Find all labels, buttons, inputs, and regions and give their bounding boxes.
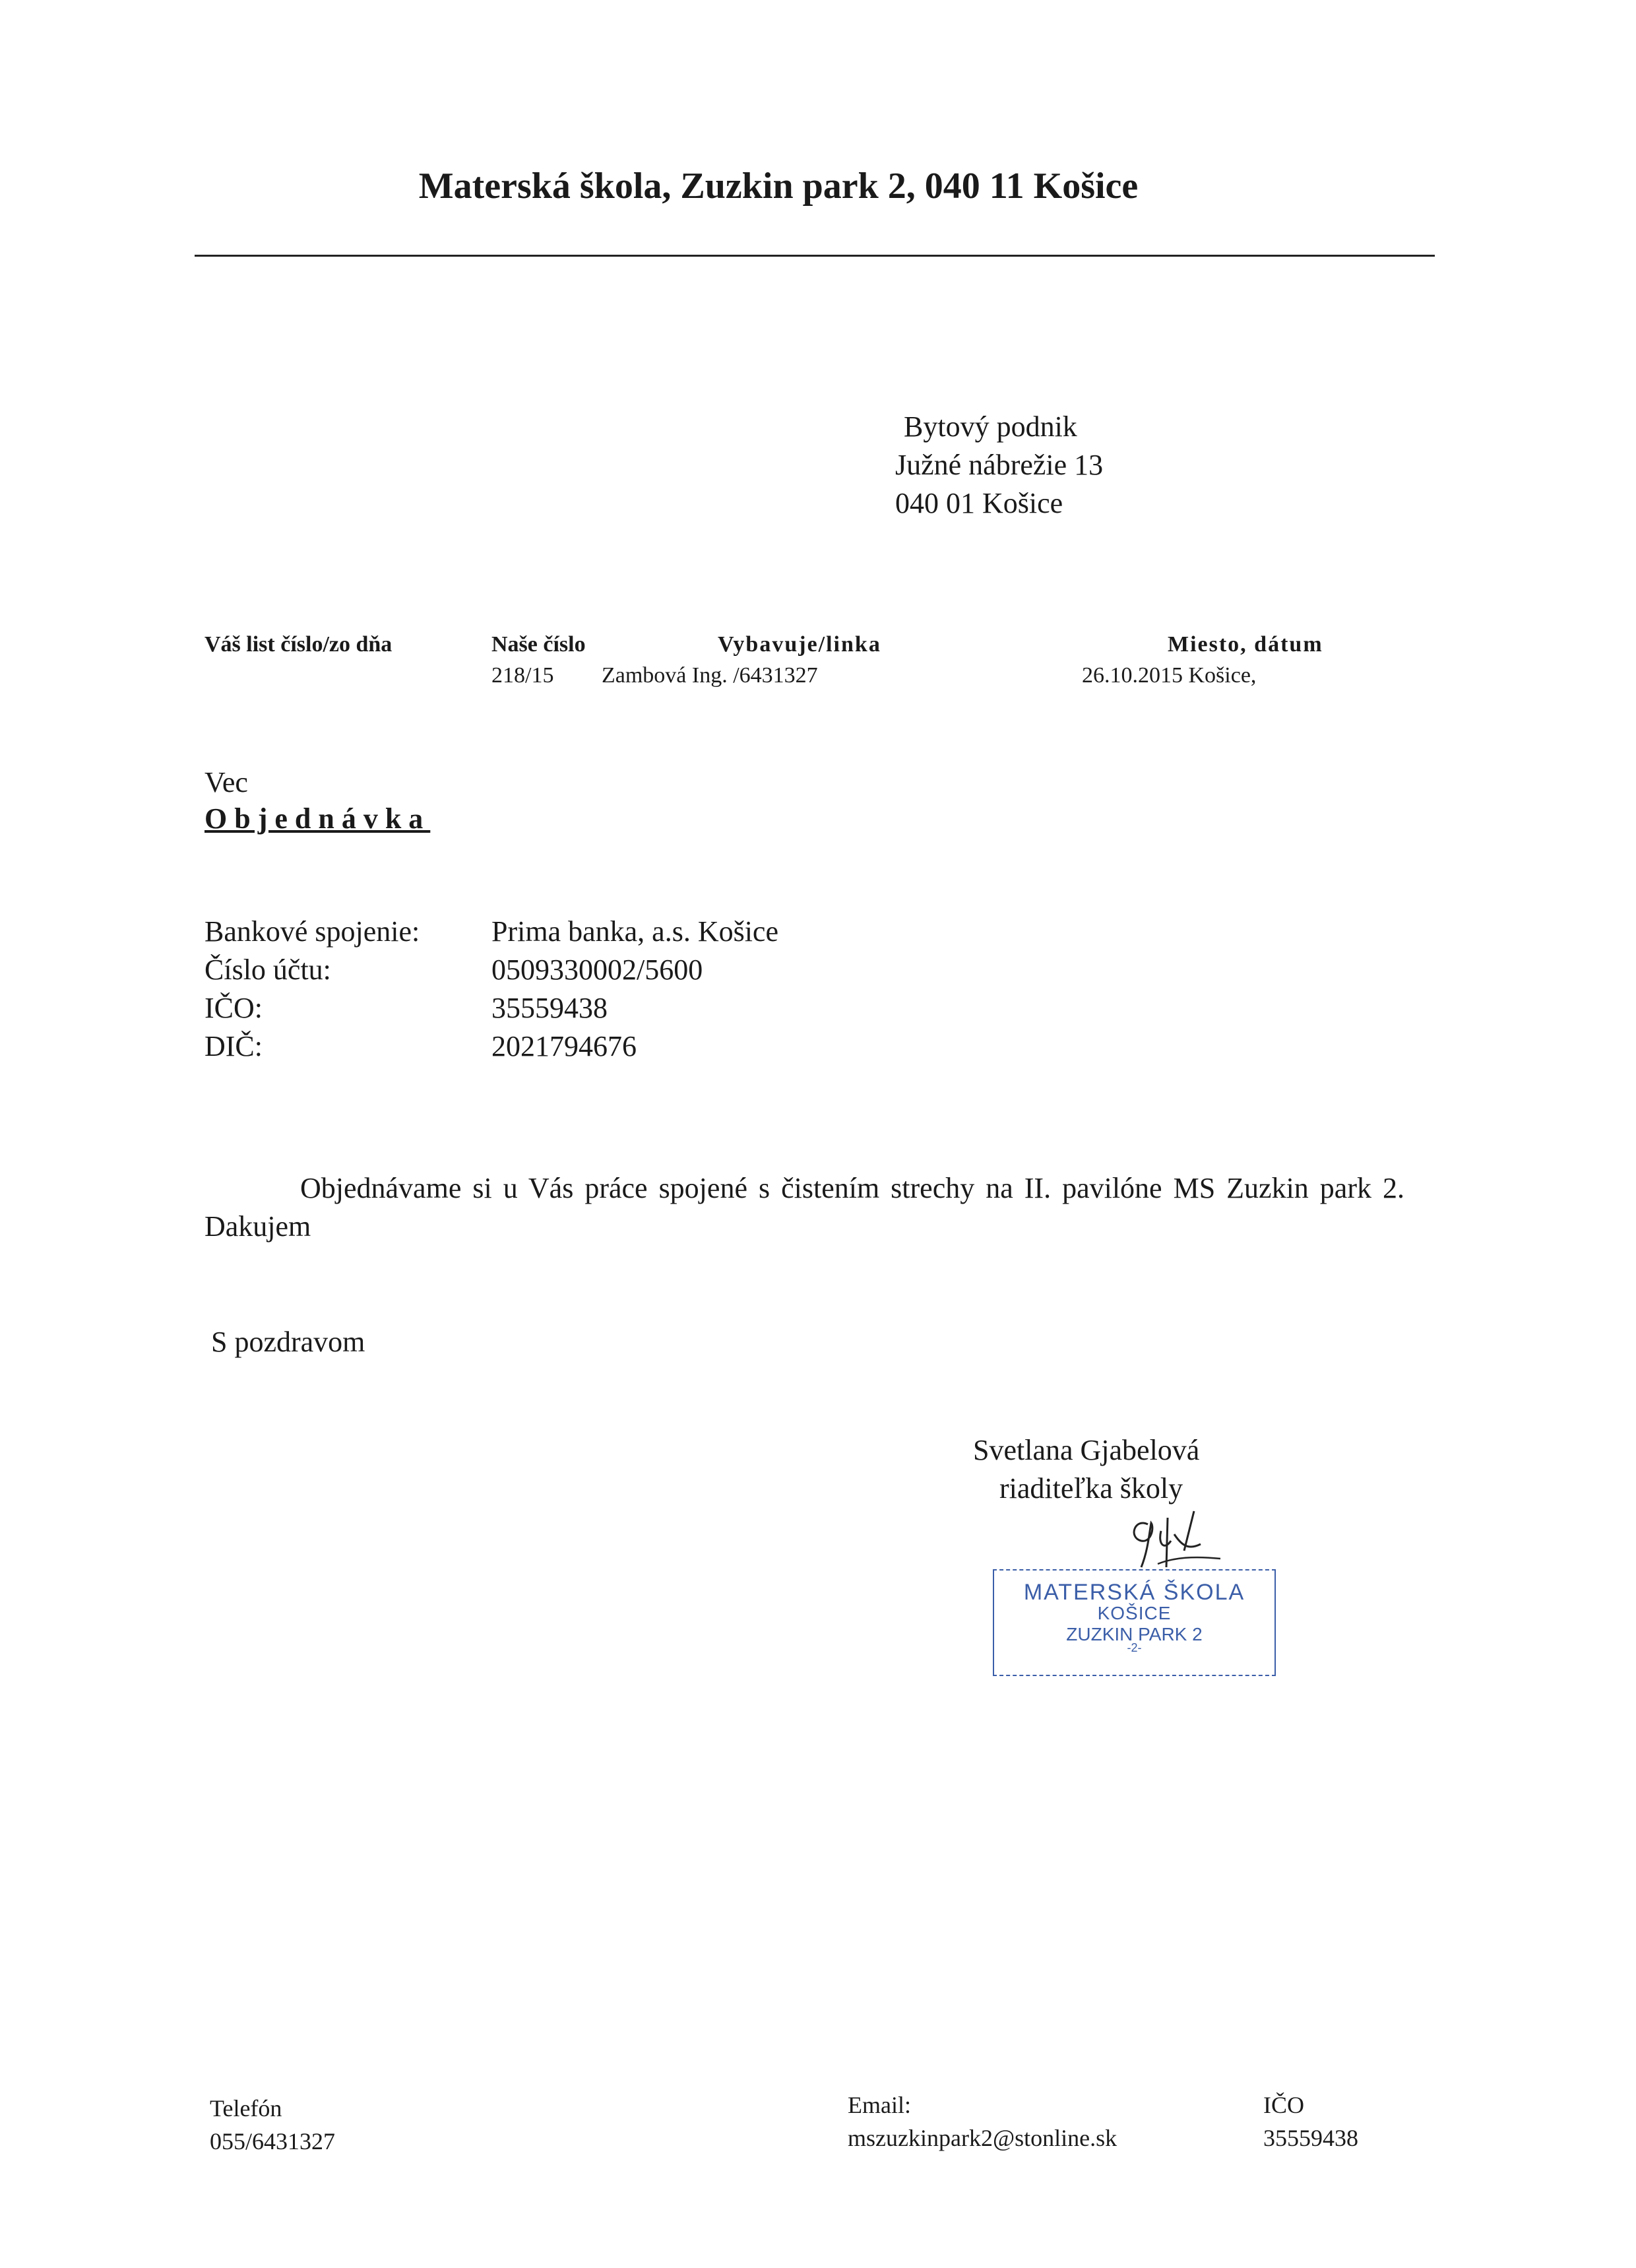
body-paragraph: Objednávame si u Vás práce spojené s čistením strechy na II. pavilóne MS Zuzkin park 2. (300, 1172, 1404, 1204)
dic-label: DIČ: (204, 1030, 263, 1062)
addressee-line: Južné nábrežie 13 (895, 449, 1104, 481)
signatory-name: Svetlana Gjabelová (973, 1434, 1200, 1466)
ico-value: 35559438 (491, 992, 608, 1024)
letterhead-rule (195, 255, 1435, 257)
account-value: 0509330002/5600 (491, 954, 703, 986)
addressee-line: Bytový podnik (904, 410, 1077, 443)
dic-value: 2021794676 (491, 1030, 637, 1062)
our-number-label: Naše číslo (491, 632, 586, 657)
handled-by-value: Zambová Ing. /6431327 (602, 663, 818, 688)
letterhead-title: Materská škola, Zuzkin park 2, 040 11 Košice (418, 166, 1139, 207)
place-date-label: Miesto, dátum (1168, 632, 1323, 657)
signatory-title: riaditeľka školy (999, 1472, 1183, 1505)
account-label: Číslo účtu: (204, 954, 331, 986)
footer-email (848, 2089, 1117, 2155)
phone-value: 055/6431327 (210, 2128, 336, 2155)
subject-label: Vec (204, 766, 248, 798)
ico-label: IČO: (204, 992, 263, 1024)
thanks-line: Dakujem (204, 1210, 311, 1243)
official-stamp (993, 1569, 1276, 1676)
handwritten-signature (1121, 1505, 1227, 1577)
footer-ico (1263, 2089, 1358, 2155)
subject-title: Objednávka (204, 802, 431, 835)
footer-ico-value: 35559438 (1263, 2125, 1358, 2151)
stamp-line: ZUZKIN PARK 2 (1066, 1624, 1203, 1644)
place-date-value: 26.10.2015 Košice, (1082, 663, 1257, 688)
email-label: Email: (848, 2092, 911, 2118)
addressee-line: 040 01 Košice (895, 487, 1063, 519)
stamp-line: MATERSKÁ ŠKOLA (1023, 1580, 1245, 1605)
phone-label: Telefón (210, 2095, 282, 2122)
stamp-line: KOŠICE (1097, 1603, 1172, 1623)
addressee-block (895, 408, 1104, 523)
closing-line: S pozdravom (211, 1326, 365, 1358)
bank-label: Bankové spojenie: (204, 915, 420, 948)
handled-by-label: Vybavuje/linka (718, 632, 881, 657)
footer-ico-label: IČO (1263, 2092, 1304, 2118)
letter-body (204, 1169, 1438, 1246)
email-value: mszuzkinpark2@stonline.sk (848, 2125, 1117, 2151)
footer-phone (210, 2092, 335, 2158)
your-letter-label: Váš list číslo/zo dňa (204, 632, 393, 657)
stamp-line: -2- (1127, 1641, 1142, 1654)
bank-value: Prima banka, a.s. Košice (491, 915, 778, 948)
our-number-value: 218/15 (491, 663, 554, 688)
